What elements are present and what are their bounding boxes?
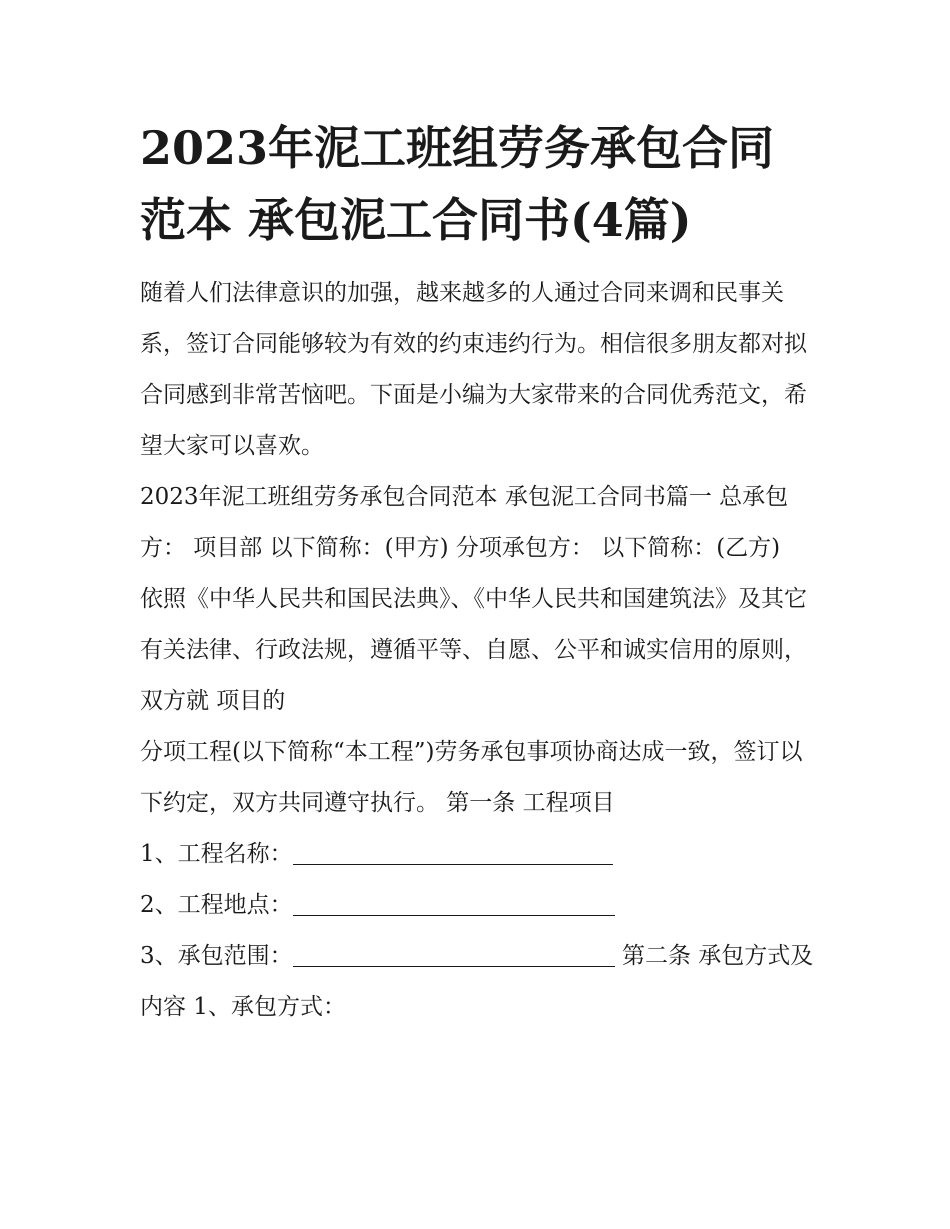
- scope-blank: [293, 940, 615, 967]
- document-title: 2023年泥工班组劳务承包合同范本 承包泥工合同书(4篇): [140, 121, 775, 247]
- document-page: [140, 112, 820, 1033]
- legal-basis-paragraph: 依照《中华人民共和国民法典》、《中华人民共和国建筑法》及其它有关法律、行政法规，遵循平等、自愿、公平和诚实信用的原则，双方就 项目的: [140, 586, 807, 714]
- project-name-blank: [293, 838, 613, 865]
- project-location-blank: [293, 889, 615, 916]
- contract-heading-paragraph: 2023年泥工班组劳务承包合同范本 承包泥工合同书篇一 总承包方： 项目部 以下简称：(甲方) 分项承包方： 以下简称：(乙方): [140, 484, 789, 561]
- agreement-paragraph: 分项工程(以下简称“本工程”)劳务承包事项协商达成一致，签订以下约定，双方共同遵守执行。 第一条 工程项目: [140, 739, 803, 816]
- project-location-line: [140, 880, 820, 931]
- scope-line: [140, 931, 820, 1033]
- project-name-line: [140, 829, 820, 880]
- project-name-label: 1、工程名称：: [140, 841, 293, 867]
- project-location-label: 2、工程地点：: [140, 892, 293, 918]
- article-two-text: 第二条 承包方式及内容 1、承包方式：: [140, 943, 814, 1020]
- intro-paragraph: 随着人们法律意识的加强，越来越多的人通过合同来调和民事关系，签订合同能够较为有效的约束违约行为。相信很多朋友都对拟合同感到非常苦恼吧。下面是小编为大家带来的合同优秀范文，希望大家可以喜欢。: [140, 280, 807, 459]
- scope-label: 3、承包范围：: [140, 943, 293, 969]
